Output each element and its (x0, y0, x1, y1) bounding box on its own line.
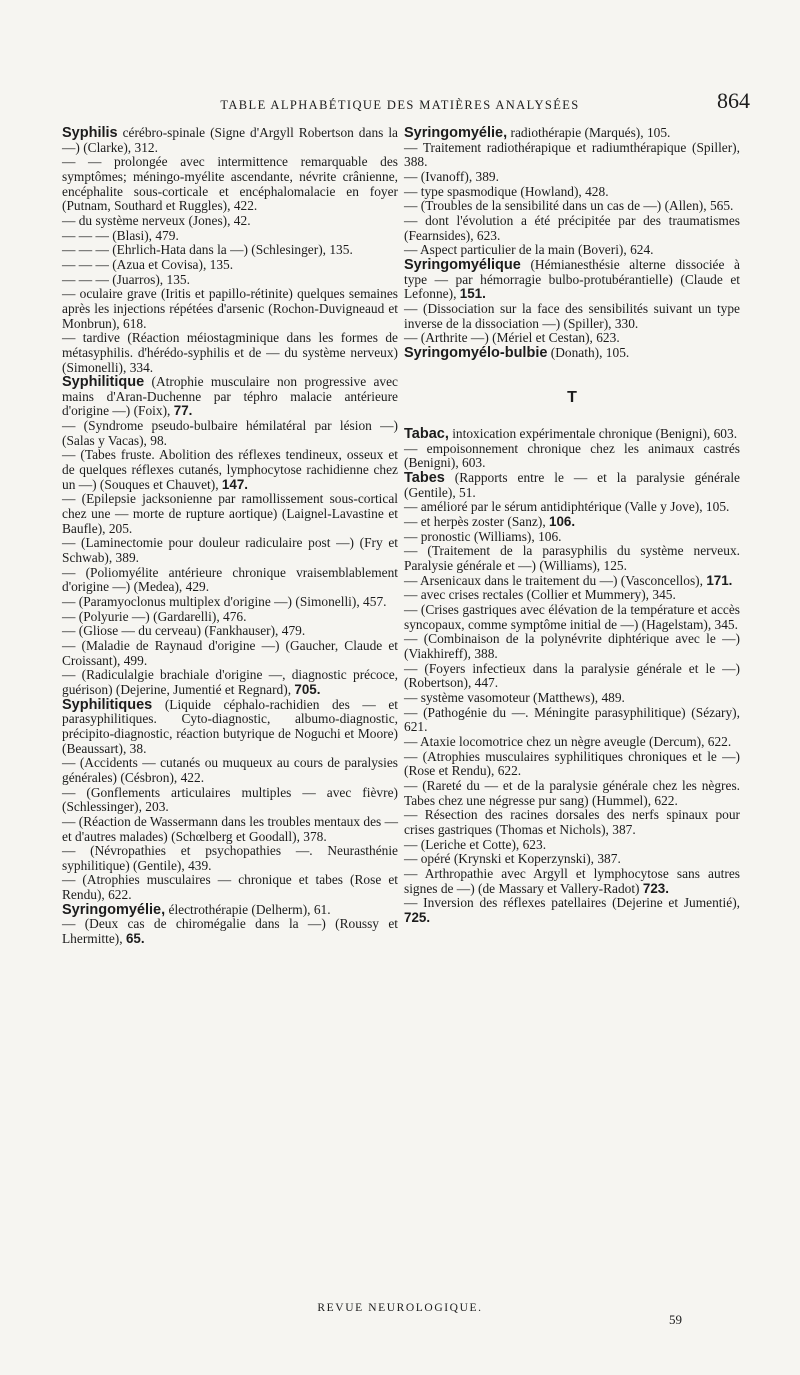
entry-text: — (Maladie de Raynaud d'origine —) (Gaucher, Claude et Croissant), 499. (62, 637, 398, 668)
entry-text: — (Tabes fruste. Abolition des réflexes tendineux, osseux et de quelques réflexes cutanés, lymphocytose rachidienne chez un —) (Souques et Chauvet), (62, 447, 398, 492)
entry-text: — et herpès zoster (Sanz), (404, 514, 550, 530)
index-entry (404, 691, 740, 706)
index-entry (62, 155, 398, 214)
index-entry (404, 141, 740, 170)
index-entry (62, 492, 398, 536)
index-entry (62, 375, 398, 419)
index-entry (404, 170, 740, 185)
index-entry (62, 126, 398, 155)
right-column (404, 126, 740, 925)
index-entry (404, 331, 740, 346)
entry-text: — (Dissociation sur la face des sensibilités suivant un type inverse de la dissociation —) (Spiller), 330. (404, 300, 740, 331)
entry-text: — (Epilepsie jacksonienne par ramollissement sous-cortical chez une — morte de rupture aortique) (Laignel-Lavastine et Baufle), 205. (62, 491, 398, 536)
entry-text: — Résection des racines dorsales des nerfs spinaux pour crises gastriques (Thomas et Nichols), 387. (404, 807, 740, 837)
index-entry (62, 668, 398, 697)
running-header: TABLE ALPHABÉTIQUE DES MATIÈRES ANALYSÉES (220, 98, 580, 112)
entry-text: — du système nerveux (Jones), 42. (62, 212, 251, 228)
entry-text: — (Pathogénie du —. Méningite parasyphilitique) (Sézary), 621. (404, 704, 740, 735)
entry-headword: Syringomyélo-bulbie (404, 344, 548, 361)
entry-text: — (Laminectomie pour douleur radiculaire post —) (Fry et Schwab), 389. (62, 535, 398, 566)
entry-page-bold: 171. (706, 572, 733, 588)
entry-text: — Traitement radiothérapique et radiumthérapique (Spiller), 388. (404, 139, 740, 170)
index-entry (404, 258, 740, 302)
entry-text: — dont l'évolution a été précipitée par des traumatismes (Fearnsides), 623. (404, 212, 740, 243)
entry-headword: Syringomyélique (404, 256, 521, 273)
entry-text: — (Poliomyélite antérieure chronique vraisemblablement d'origine —) (Medea), 429. (62, 564, 398, 595)
entry-page-bold: 725. (404, 909, 431, 925)
entry-text: radiothérapie (Marqués), 105. (507, 125, 671, 140)
entry-text: — (Accidents — cutanés ou muqueux au cours de paralysies générales) (Césbron), 422. (62, 755, 398, 785)
entry-text: — tardive (Réaction méiostagminique dans les formes de métasyphilis. d'hérédo-syphilis et de — du système nerveux) (Simonelli), 334. (62, 330, 398, 375)
section-letter: T (567, 388, 577, 406)
entry-text: intoxication expérimentale chronique (Benigni), 603. (448, 426, 738, 442)
index-entry (62, 903, 398, 918)
entry-text: (Atrophie musculaire non progressive avec mains d'Aran-Duchenne par téphro malacie antérieure d'origine —) (Foix), (62, 374, 398, 419)
index-entry (404, 574, 740, 589)
index-entry (62, 624, 398, 639)
entry-text: (Hémianesthésie alterne dissociée à type — par hémorragie bulbo-protubérantielle) (Claude et Lefonne), (404, 256, 740, 302)
entry-text: — (Paramyoclonus multiplex d'origine —) (Simonelli), 457. (62, 594, 387, 609)
entry-text: — — — (Ehrlich-Hata dans la —) (Schlesinger), 135. (62, 242, 353, 258)
index-entry (62, 595, 398, 610)
index-entry (404, 632, 740, 661)
index-entry (404, 735, 740, 750)
index-entry (62, 229, 398, 244)
entry-text: — — — (Azua et Covisa), 135. (62, 256, 234, 272)
entry-page-bold: 147. (221, 476, 248, 492)
index-entry (62, 815, 398, 844)
index-entry (404, 544, 740, 573)
left-column (62, 126, 398, 947)
entry-headword: Syphilitiques (62, 696, 153, 713)
entry-text: — Inversion des réflexes patellaires (Dejerine et Jumentié), (404, 895, 740, 911)
entry-text: — — prolongée avec intermittence remarquable des symptômes; méningo-myélite ascendante, névrite crânienne, encéphalite sous-corticale et encéphalomalacie en foyer (Putnam, Southard et Ruggles), 422. (62, 154, 398, 214)
footer-journal-title: REVUE NEUROLOGIQUE. (317, 1302, 483, 1314)
entry-page-bold: 77. (173, 403, 193, 419)
index-entry (62, 873, 398, 902)
index-entry (62, 258, 398, 273)
index-entry (404, 427, 740, 442)
index-entry (404, 126, 740, 141)
entry-text: — (Foyers infectieux dans la paralysie générale et le —) (Robertson), 447. (404, 660, 740, 691)
entry-page-bold: 151. (459, 286, 486, 302)
index-entry (404, 750, 740, 779)
entry-text: — (Deux cas de chiromégalie dans la —) (Roussy et Lhermitte), (62, 916, 398, 947)
entry-headword: Syphilitique (62, 374, 145, 391)
entry-text: cérébro-spinale (Signe d'Argyll Robertson dans la —) (Clarke), 312. (62, 125, 398, 155)
entry-text: — (Syndrome pseudo-bulbaire hémilatéral par lésion —) (Salas y Vacas), 98. (62, 418, 398, 448)
entry-text: — (Réaction de Wassermann dans les troubles mentaux des — et d'autres malades) (Schœlberg et Goodall), 378. (62, 813, 398, 844)
index-entry (404, 706, 740, 735)
entry-headword: Syringomyélie, (62, 901, 166, 918)
index-entry (404, 302, 740, 331)
entry-text: — Aspect particulier de la main (Boveri), 624. (404, 242, 654, 258)
index-entry (404, 896, 740, 925)
index-entry (62, 331, 398, 375)
entry-text: — (Leriche et Cotte), 623. (404, 836, 547, 852)
index-entry (404, 838, 740, 853)
entry-headword: Tabac, (404, 426, 449, 443)
index-entry (62, 756, 398, 785)
entry-page-bold: 106. (549, 514, 576, 530)
entry-text: — système vasomoteur (Matthews), 489. (404, 689, 625, 705)
entry-text: — (Névropathies et psychopathies —. Neurasthénie syphilitique) (Gentile), 439. (62, 843, 398, 873)
entry-text: — (Radiculalgie brachiale d'origine —, diagnostic précoce, guérison) (Dejerine, Jumentié et Regnard), (62, 667, 398, 697)
entry-text: — (Atrophies musculaires — chronique et tabes (Rose et Rendu), 622. (62, 872, 398, 903)
entry-page-bold: 705. (294, 681, 321, 697)
index-entry (62, 243, 398, 258)
entry-text: — pronostic (Williams), 106. (404, 528, 562, 544)
index-entry (404, 214, 740, 243)
entry-text: — (Ivanoff), 389. (404, 168, 499, 184)
index-entry (62, 419, 398, 448)
index-entry (404, 588, 740, 603)
entry-text: — (Troubles de la sensibilité dans un cas de —) (Allen), 565. (404, 198, 734, 214)
signature-mark: 59 (669, 1312, 682, 1327)
entry-text: — (Arthrite —) (Mériel et Cestan), 623. (404, 330, 620, 346)
index-entry (404, 530, 740, 545)
index-entry (62, 786, 398, 815)
index-entry (62, 214, 398, 229)
entry-text: — Arthropathie avec Argyll et lymphocytose sans autres signes de —) (de Massary et Vallery-Radot) (404, 865, 740, 896)
entry-text: — opéré (Krynski et Koperzynski), 387. (404, 851, 621, 867)
index-entry (404, 515, 740, 530)
entry-text: — oculaire grave (Iritis et papillo-rétinite) quelques semaines après les injections répétées d'arsenic (Rochon-Duvigneaud et Monbrun), 618. (62, 286, 398, 331)
index-entry (62, 273, 398, 288)
index-entry (62, 917, 398, 946)
entry-text: — (Gliose — du cerveau) (Fankhauser), 479. (62, 623, 306, 639)
entry-text: électrothérapie (Delherm), 61. (165, 901, 331, 917)
index-entry (62, 698, 398, 757)
entry-page-bold: 723. (642, 880, 669, 896)
index-entry (62, 639, 398, 668)
page-number: 864 (717, 88, 750, 113)
index-entry (62, 844, 398, 873)
index-entry (62, 287, 398, 331)
index-entry (404, 603, 740, 632)
entry-text: — (Gonflements articulaires multiples — avec fièvre) (Schlessinger), 203. (62, 784, 398, 815)
entry-text: — (Rareté du — et de la paralysie générale chez les nègres. Tabes chez une négresse pur sang) (Hummel), 622. (404, 777, 740, 808)
index-entry (404, 346, 740, 361)
index-entry (404, 442, 740, 471)
entry-headword: Syringomyélie, (404, 125, 508, 141)
entry-text: — (Traitement de la parasyphilis du système nerveux. Paralysie générale et —) (Williams), 125. (404, 543, 740, 574)
index-entry (404, 662, 740, 691)
entry-text: — — — (Juarros), 135. (62, 271, 190, 287)
entry-text: — Arsenicaux dans le traitement du —) (Vasconcellos), (404, 572, 707, 588)
entry-text: (Rapports entre le — et la paralysie générale (Gentile), 51. (404, 470, 740, 500)
entry-text: (Liquide céphalo-rachidien des — et parasyphilitiques. Cyto-diagnostic, albumo-diagnostic, précipito-diagnostic, réaction butyrique de Noguchi et Moore) (Beaussart), 38. (62, 696, 398, 756)
index-entry (62, 610, 398, 625)
entry-text: — (Combinaison de la polynévrite diphtérique avec le —) (Viakhireff), 388. (404, 631, 740, 661)
index-entry (404, 808, 740, 837)
entry-text: — (Polyurie —) (Gardarelli), 476. (62, 608, 247, 624)
entry-page-bold: 65. (125, 931, 145, 947)
entry-headword: Syphilis (62, 125, 118, 141)
index-entry (404, 471, 740, 500)
index-entry (404, 199, 740, 214)
index-entry (62, 536, 398, 565)
entry-text: — (Crises gastriques avec élévation de la température et accès syncopaux, comme symptôme initial de —) (Hagelstam), 345. (404, 602, 740, 632)
index-entry (404, 779, 740, 808)
entry-text: — empoisonnement chronique chez les animaux castrés (Benigni), 603. (404, 440, 740, 471)
index-entry (62, 566, 398, 595)
index-entry (404, 867, 740, 896)
entry-text: — (Atrophies musculaires syphilitiques chroniques et le —) (Rose et Rendu), 622. (404, 748, 740, 779)
index-entry (62, 448, 398, 492)
entry-text: — Ataxie locomotrice chez un nègre aveugle (Dercum), 622. (404, 733, 732, 749)
entry-text: — avec crises rectales (Collier et Mummery), 345. (404, 587, 676, 603)
index-entry (404, 852, 740, 867)
entry-headword: Tabes (404, 470, 445, 487)
entry-text: (Donath), 105. (547, 344, 630, 360)
entry-text: — — — (Blasi), 479. (62, 227, 179, 243)
entry-text: — type spasmodique (Howland), 428. (404, 183, 609, 199)
index-entry (404, 243, 740, 258)
entry-text: — amélioré par le sérum antidiphtérique (Valle y Jove), 105. (404, 499, 730, 515)
index-entry (404, 185, 740, 200)
index-entry (404, 500, 740, 515)
